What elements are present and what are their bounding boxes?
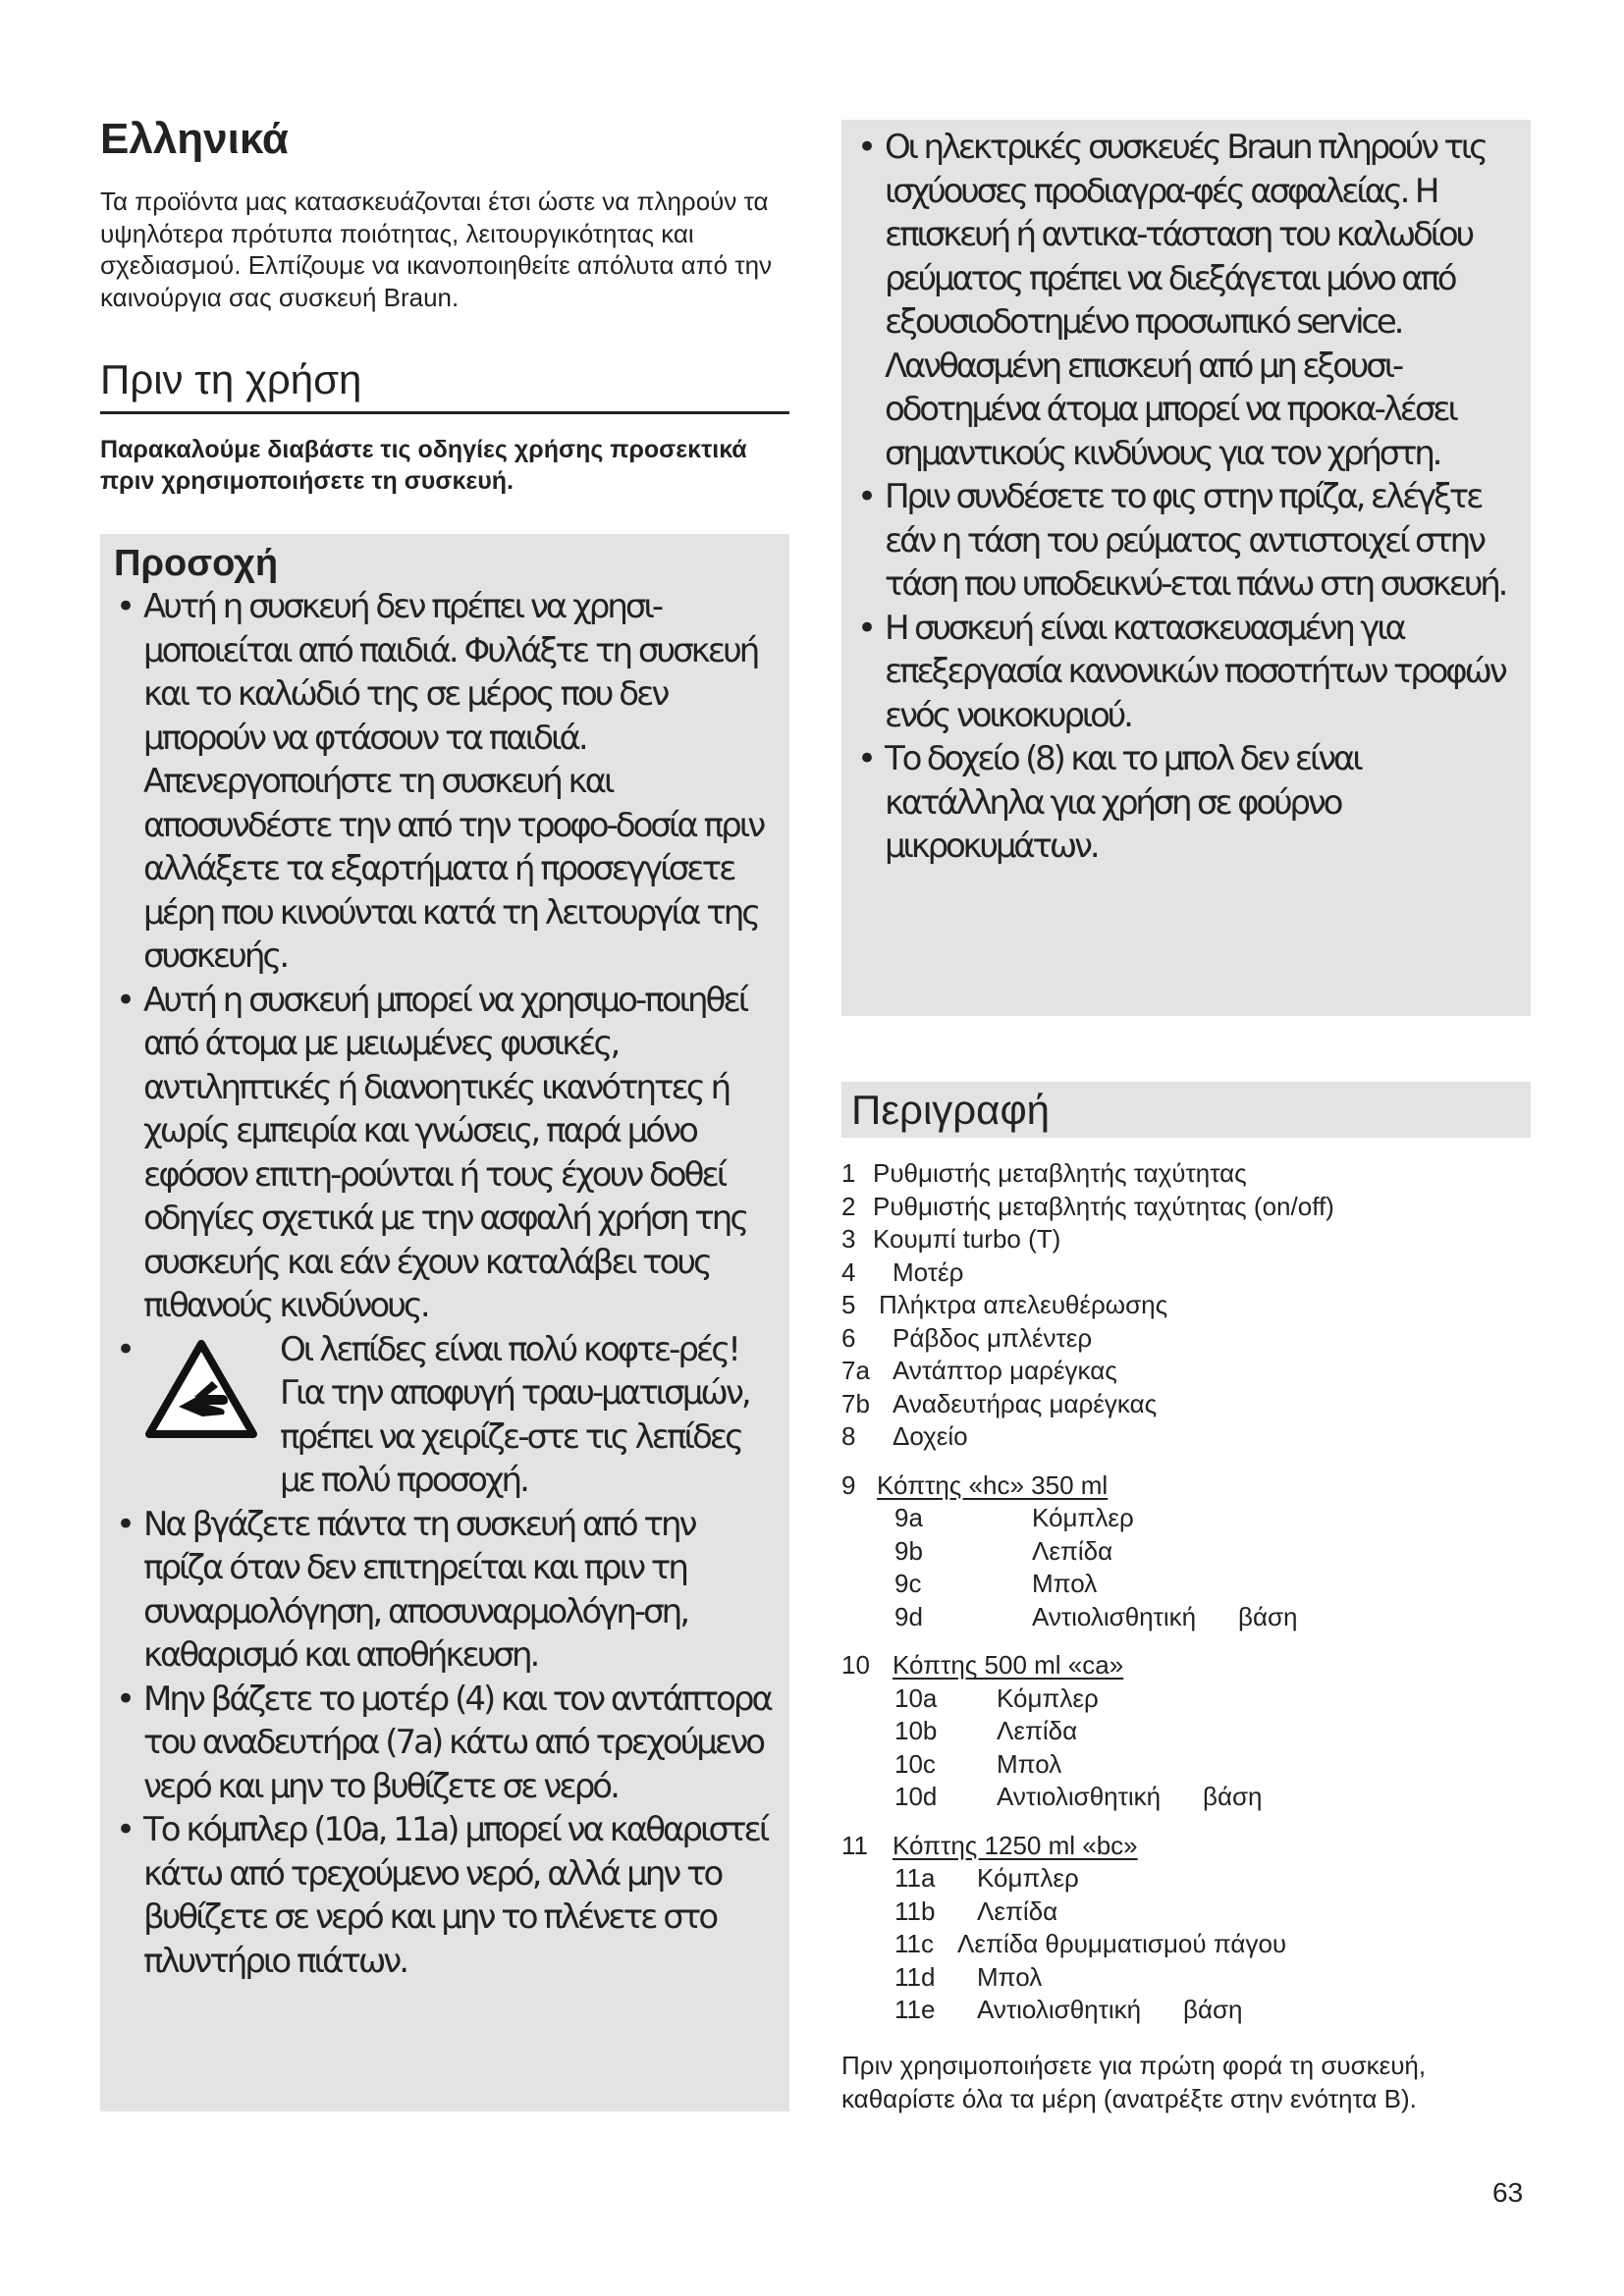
before-use-heading: Πριν τη χρήση bbox=[100, 354, 789, 414]
caution-item: • Αυτή η συσκευή μπορεί να χρησιμο-ποιηθεί από άτομα με μειωμένες φυσικές, αντιληπτικές ή διανοητικές ικανότητες ή χωρίς εμπειρία και γνώσεις, παρά μόνο εφόσον επιτη-ρούνται ή τους έχουν δοθεί οδηγίες σχετικά με την ασφαλή χρήση της συσκευής και εάν έχουν καταλάβει τους πιθανούς κινδύνους. bbox=[116, 980, 747, 1325]
caution-item: • Να βγάζετε πάντα τη συσκευή από την πρίζα όταν δεν επιτηρείται και πριν τη συναρμολόγηση, αποσυναρμολόγη-ση, καθαρισμό και αποθήκευση. bbox=[116, 1504, 695, 1675]
list-item: 9c Μπολ bbox=[894, 1569, 1098, 1598]
parts-list bbox=[841, 1157, 1531, 2115]
list-item: 4 Μοτέρ bbox=[841, 1256, 964, 1287]
chopper-350-heading: 9 Κόπτης «hc» 350 ml bbox=[841, 1469, 1109, 1500]
caution-box bbox=[100, 534, 789, 2111]
safety-item: • Η συσκευή είναι κατασκευασμένη για επεξεργασία κανονικών ποσοτήτων τροφών ενός νοικοκυριού. bbox=[857, 608, 1505, 735]
list-item: 9b Λεπίδα bbox=[894, 1535, 1113, 1566]
list-item: 11a Κόμπλερ bbox=[894, 1863, 1079, 1893]
left-column bbox=[100, 113, 789, 2111]
bullet-icon: • bbox=[116, 980, 136, 1020]
bullet-icon: • bbox=[116, 1679, 136, 1719]
caution-item: • Το κόμπλερ (10a, 11a) μπορεί να καθαριστεί κάτω από τρεχούμενο νερό, αλλά μην το βυθίζετε σε νερό και μην το πλένετε στο πλυντήριο πιάτων. bbox=[116, 1810, 768, 1981]
bullet-icon: • bbox=[116, 587, 136, 626]
list-item: 1 Ρυθμιστής μεταβλητής ταχύτητας bbox=[841, 1158, 1247, 1188]
list-item: 8 Δοχείο bbox=[841, 1421, 968, 1451]
language-title: Ελληνικά bbox=[100, 115, 289, 163]
list-item: 11e Αντιολισθητική βάση bbox=[894, 1995, 1243, 2024]
list-item: 2 Ρυθμιστής μεταβλητής ταχύτητας (on/off) bbox=[841, 1191, 1334, 1221]
first-use-note: Πριν χρησιμοποιήσετε για πρώτη φορά τη συσκευή, καθαρίστε όλα τα μέρη (ανατρέξτε στην ενότητα B). bbox=[841, 2050, 1427, 2113]
list-item: 6 Ράβδος μπλέντερ bbox=[841, 1322, 1093, 1353]
list-item: 7a Αντάπτορ μαρέγκας bbox=[841, 1356, 1117, 1385]
bullet-icon: • bbox=[116, 1504, 136, 1544]
safety-item: • Οι ηλεκτρικές συσκευές Braun πληρούν τις ισχύουσες προδιαγρα-φές ασφαλείας. Η επισκευή ή αντικα-τάσταση του καλωδίου ρεύματος πρέπει να διεξάγεται μόνο από εξουσιοδοτημένο προσωπικό service. Λανθασμένη επισκευή από μη εξουσι-οδοτημένα άτομα μπορεί να προκα-λέσει σημαντικούς κινδύνους για τον χρήστη. bbox=[857, 128, 1486, 473]
bullet-icon: • bbox=[116, 1810, 136, 1849]
intro-paragraph: Τα προϊόντα μας κατασκευάζονται έτσι ώστε να πληρούν τα υψηλότερα πρότυπα ποιότητας, λειτουργικότητας και σχεδιασμού. Ελπίζουμε να ικανοποιηθείτε απόλυτα από την καινούργια σας συσκευή Braun. bbox=[100, 187, 773, 312]
blade-warning-icon bbox=[143, 1328, 276, 1503]
caution-item-blade-warning: • Οι λεπίδες είναι πολύ κοφτε-ρές! Για την αποφυγή τραυ-ματισμών, πρέπει να χειρίζε-στε τις λεπίδες με πολύ προσοχή. bbox=[114, 1328, 774, 1503]
chopper-500-heading: 10 Κόπτης 500 ml «ca» bbox=[841, 1650, 1124, 1680]
list-item: 9d Αντιολισθητική βάση bbox=[894, 1601, 1298, 1631]
chopper-1250-heading: 11 Κόπτης 1250 ml «bc» bbox=[841, 1830, 1138, 1860]
right-column bbox=[841, 120, 1531, 2141]
list-item: 10b Λεπίδα bbox=[894, 1716, 1078, 1745]
list-item: 7b Αναδευτήρας μαρέγκας bbox=[841, 1388, 1158, 1418]
bullet-icon: • bbox=[857, 477, 878, 516]
list-item: 5 Πλήκτρα απελευθέρωσης bbox=[841, 1290, 1168, 1319]
list-item: 11c Λεπίδα θρυμματισμού πάγου bbox=[894, 1929, 1287, 1958]
list-item: 11d Μπολ bbox=[894, 1961, 1043, 1992]
safety-item: • Το δοχείο (8) και το μπολ δεν είναι κατάλληλα για χρήση σε φούρνο μικροκυμάτων. bbox=[857, 739, 1361, 866]
list-item: 10a Κόμπλερ bbox=[894, 1682, 1099, 1713]
bullet-icon: • bbox=[857, 608, 878, 648]
list-item: 9a Κόμπλερ bbox=[894, 1503, 1134, 1532]
description-title: Περιγραφή bbox=[841, 1082, 1531, 1138]
list-item: 11b Λεπίδα bbox=[894, 1896, 1058, 1926]
bullet-icon: • bbox=[116, 1329, 136, 1369]
before-use-text: Παρακαλούμε διαβάστε τις οδηγίες χρήσης προσεκτικά πριν χρησιμοποιήσετε τη συσκευή. bbox=[100, 436, 747, 495]
safety-list bbox=[855, 126, 1515, 869]
safety-item: • Πριν συνδέσετε το φις στην πρίζα, ελέγξτε εάν η τάση του ρεύματος αντιστοιχεί στην τάση που υποδεικνύ-εται πάνω στη συσκευή. bbox=[857, 477, 1506, 604]
caution-list bbox=[114, 585, 774, 1983]
caution-item: • Μην βάζετε το μοτέρ (4) και τον αντάπτορα του αναδευτήρα (7a) κάτω από τρεχούμενο νερό και μην το βυθίζετε σε νερό. bbox=[116, 1679, 771, 1806]
list-item: 10c Μπολ bbox=[894, 1748, 1062, 1779]
list-item: 10d Αντιολισθητική βάση bbox=[894, 1782, 1263, 1811]
bullet-icon: • bbox=[857, 739, 878, 778]
caution-title: Προσοχή bbox=[114, 543, 279, 584]
caution-item: • Αυτή η συσκευή δεν πρέπει να χρησι-μοποιείται από παιδιά. Φυλάξτε τη συσκευή και το καλώδιό της σε μέρος που δεν μπορούν να φτάσουν τα παιδιά. Απενεργοποιήστε τη συσκευή και αποσυνδέστε την από την τροφο-δοσία πριν αλλάξετε τα εξαρτήματα ή προσεγγίσετε μέρη που κινούνται κατά τη λειτουργία της συσκευής. bbox=[116, 587, 764, 976]
bullet-icon: • bbox=[857, 128, 878, 167]
safety-box bbox=[841, 120, 1531, 1016]
page-number: 63 bbox=[1492, 2177, 1524, 2208]
list-item: 3 Κουμπί turbo (T) bbox=[841, 1224, 1061, 1254]
